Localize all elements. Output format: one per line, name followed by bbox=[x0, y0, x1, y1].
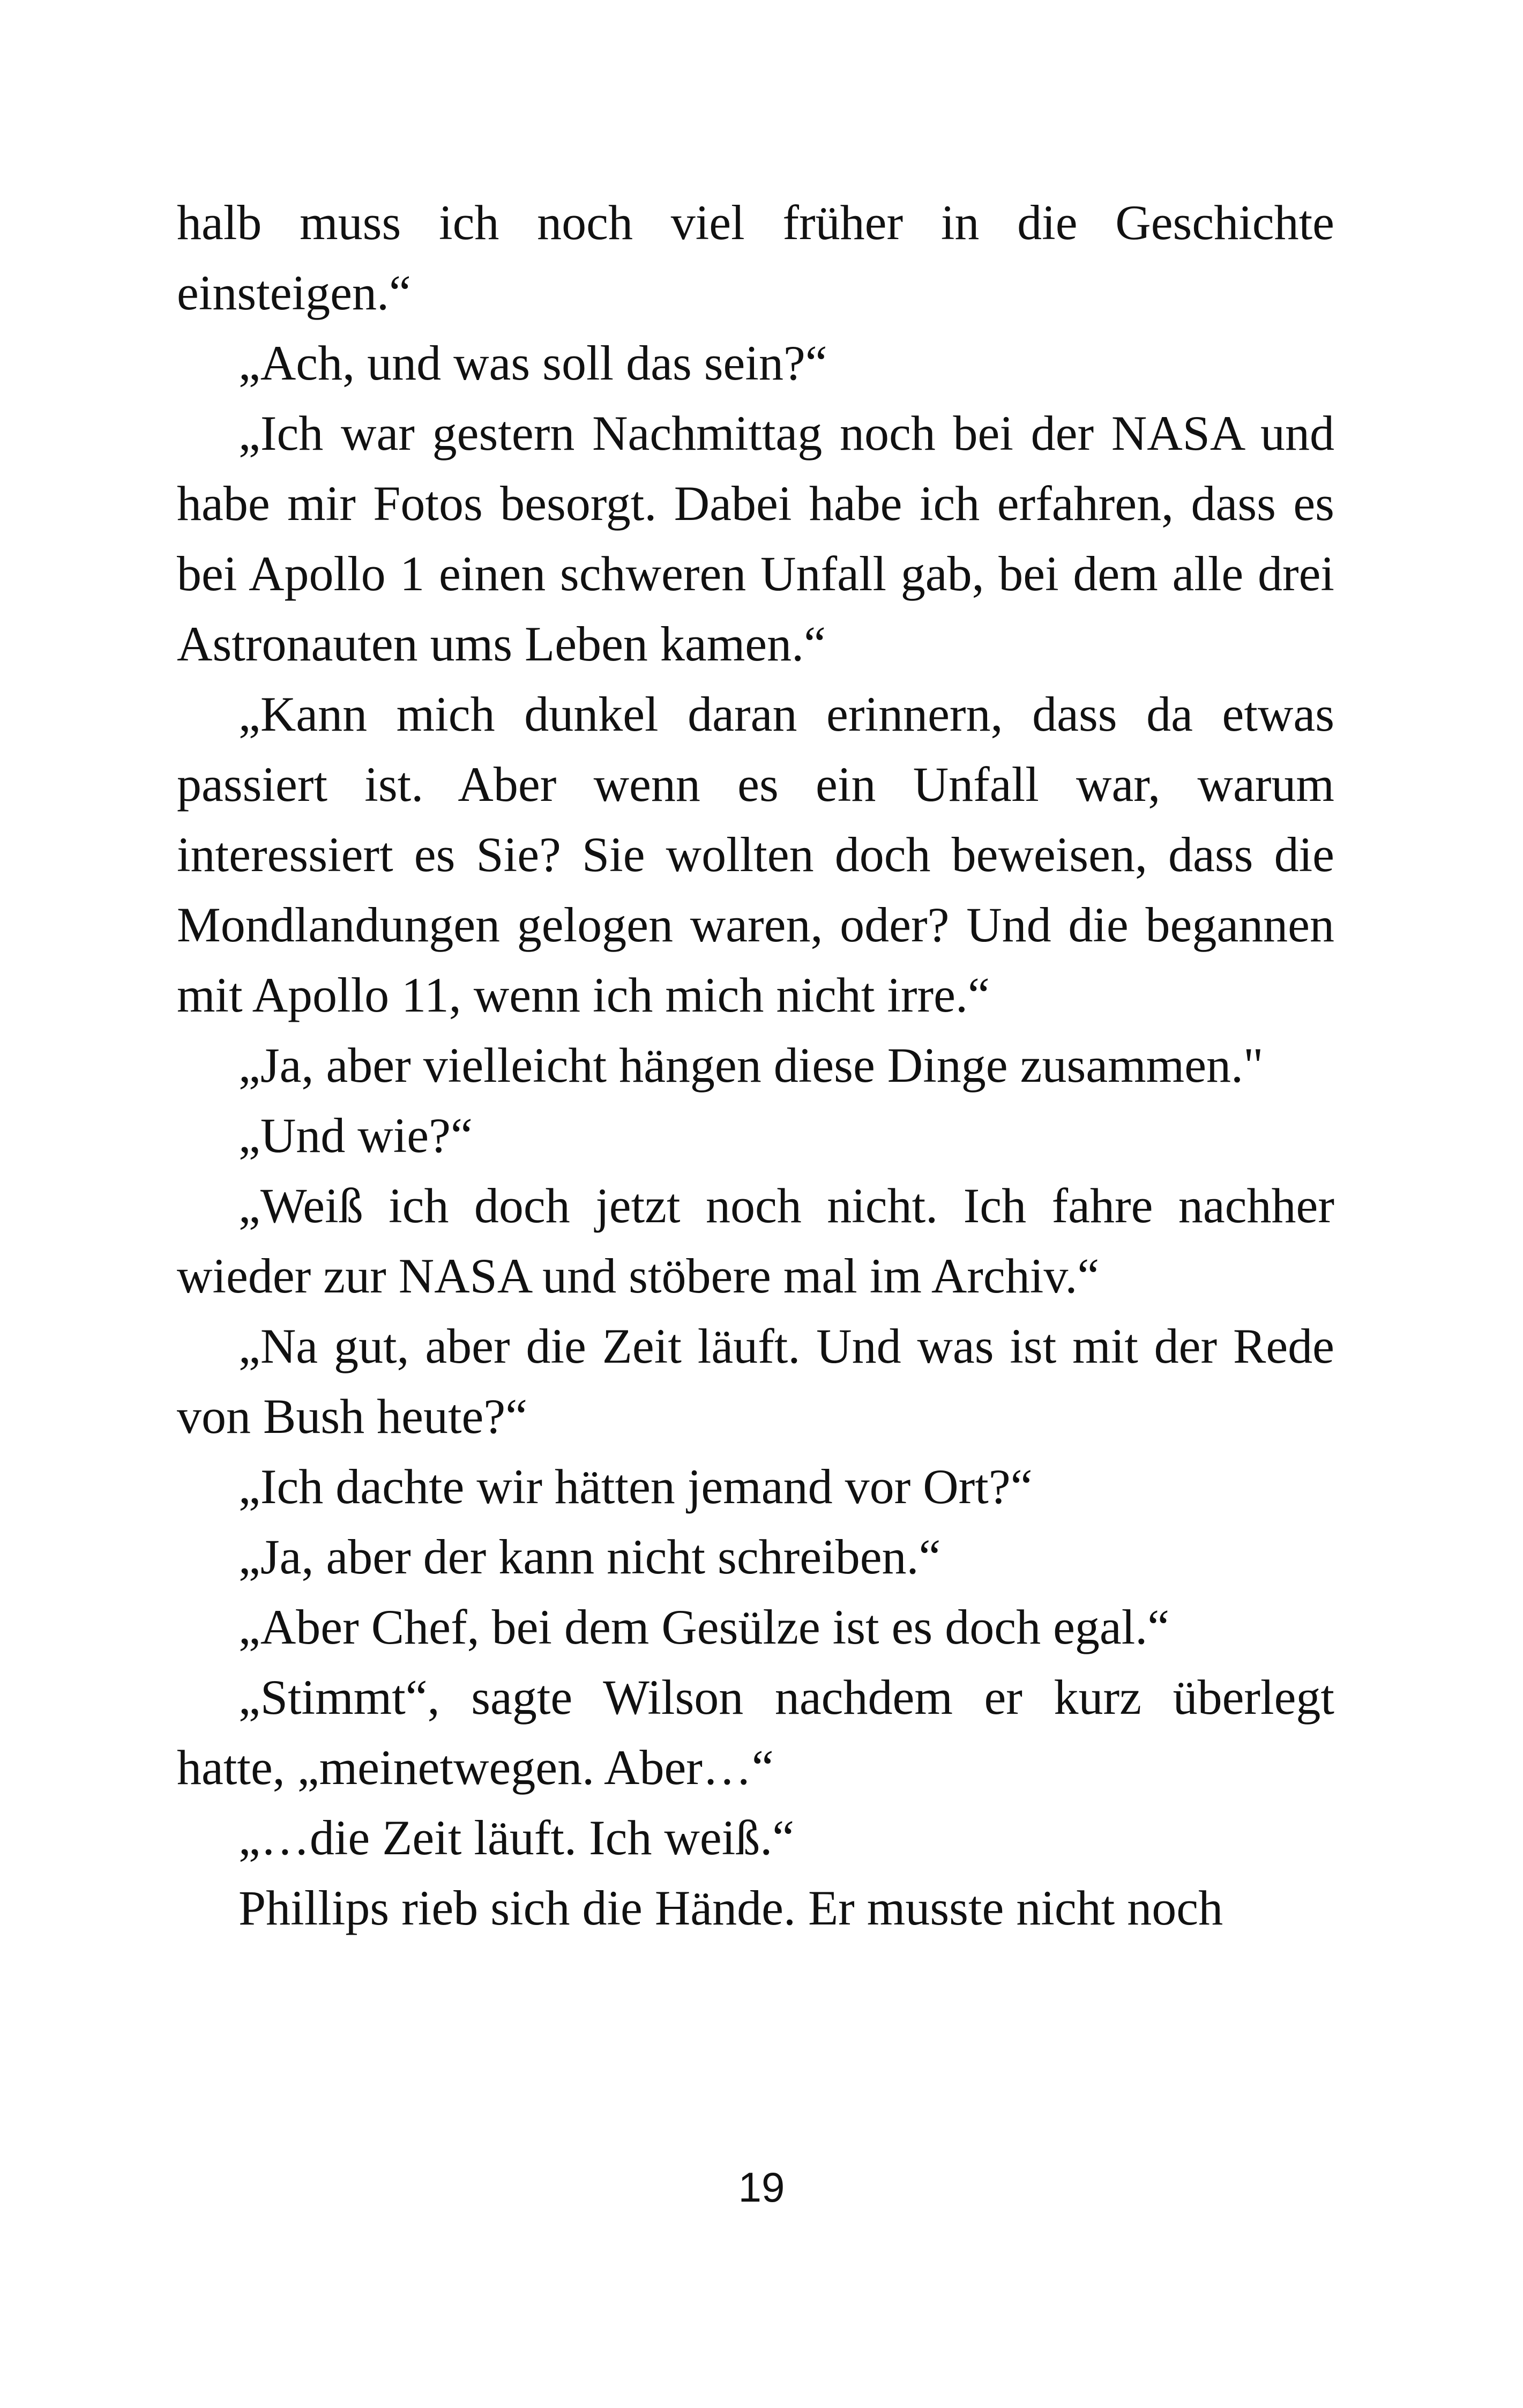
paragraph-dialogue: „Weiß ich doch jetzt noch nicht. Ich fahre nachher wieder zur NASA und stöbere mal im Archiv.“ bbox=[177, 1178, 1334, 1303]
page-number: 19 bbox=[738, 2164, 785, 2211]
paragraph-dialogue: „Stimmt“, sagte Wilson nachdem er kurz überlegt hatte, „meinetwegen. Aber…“ bbox=[177, 1670, 1334, 1795]
paragraph-continuation: halb muss ich noch viel früher in die Geschichte einsteigen.“ bbox=[177, 195, 1334, 320]
paragraph-dialogue: „Ja, aber der kann nicht schreiben.“ bbox=[238, 1529, 941, 1584]
paragraph-narration: Phillips rieb sich die Hände. Er musste nicht noch bbox=[238, 1881, 1223, 1935]
paragraph-dialogue: „Ja, aber vielleicht hängen diese Dinge zusammen." bbox=[238, 1038, 1264, 1092]
paragraph-dialogue: „…die Zeit läuft. Ich weiß.“ bbox=[238, 1810, 795, 1865]
paragraph-dialogue: „Ach, und was soll das sein?“ bbox=[238, 336, 827, 390]
paragraph-dialogue: „Ich war gestern Nachmittag noch bei der NASA und habe mir Fotos besorgt. Dabei habe ich erfahren, dass es bei Apollo 1 einen schweren Unfall gab, bei dem alle drei Astronauten ums Leben kamen.“ bbox=[177, 406, 1334, 671]
body-text bbox=[177, 188, 1334, 1943]
paragraph-dialogue: „Ich dachte wir hätten jemand vor Ort?“ bbox=[238, 1459, 1033, 1514]
paragraph-dialogue: „Kann mich dunkel daran erinnern, dass da etwas passiert ist. Aber wenn es ein Unfall war, warum interessiert es Sie? Sie wollten doch beweisen, dass die Mondlandungen gelogen waren, oder? Und die begannen mit Apollo 11, wenn ich mich nicht irre.“ bbox=[177, 687, 1334, 1022]
paragraph-dialogue: „Aber Chef, bei dem Gesülze ist es doch egal.“ bbox=[238, 1600, 1170, 1654]
paragraph-dialogue: „Und wie?“ bbox=[238, 1108, 473, 1163]
paragraph-dialogue: „Na gut, aber die Zeit läuft. Und was ist mit der Rede von Bush heute?“ bbox=[177, 1319, 1334, 1444]
